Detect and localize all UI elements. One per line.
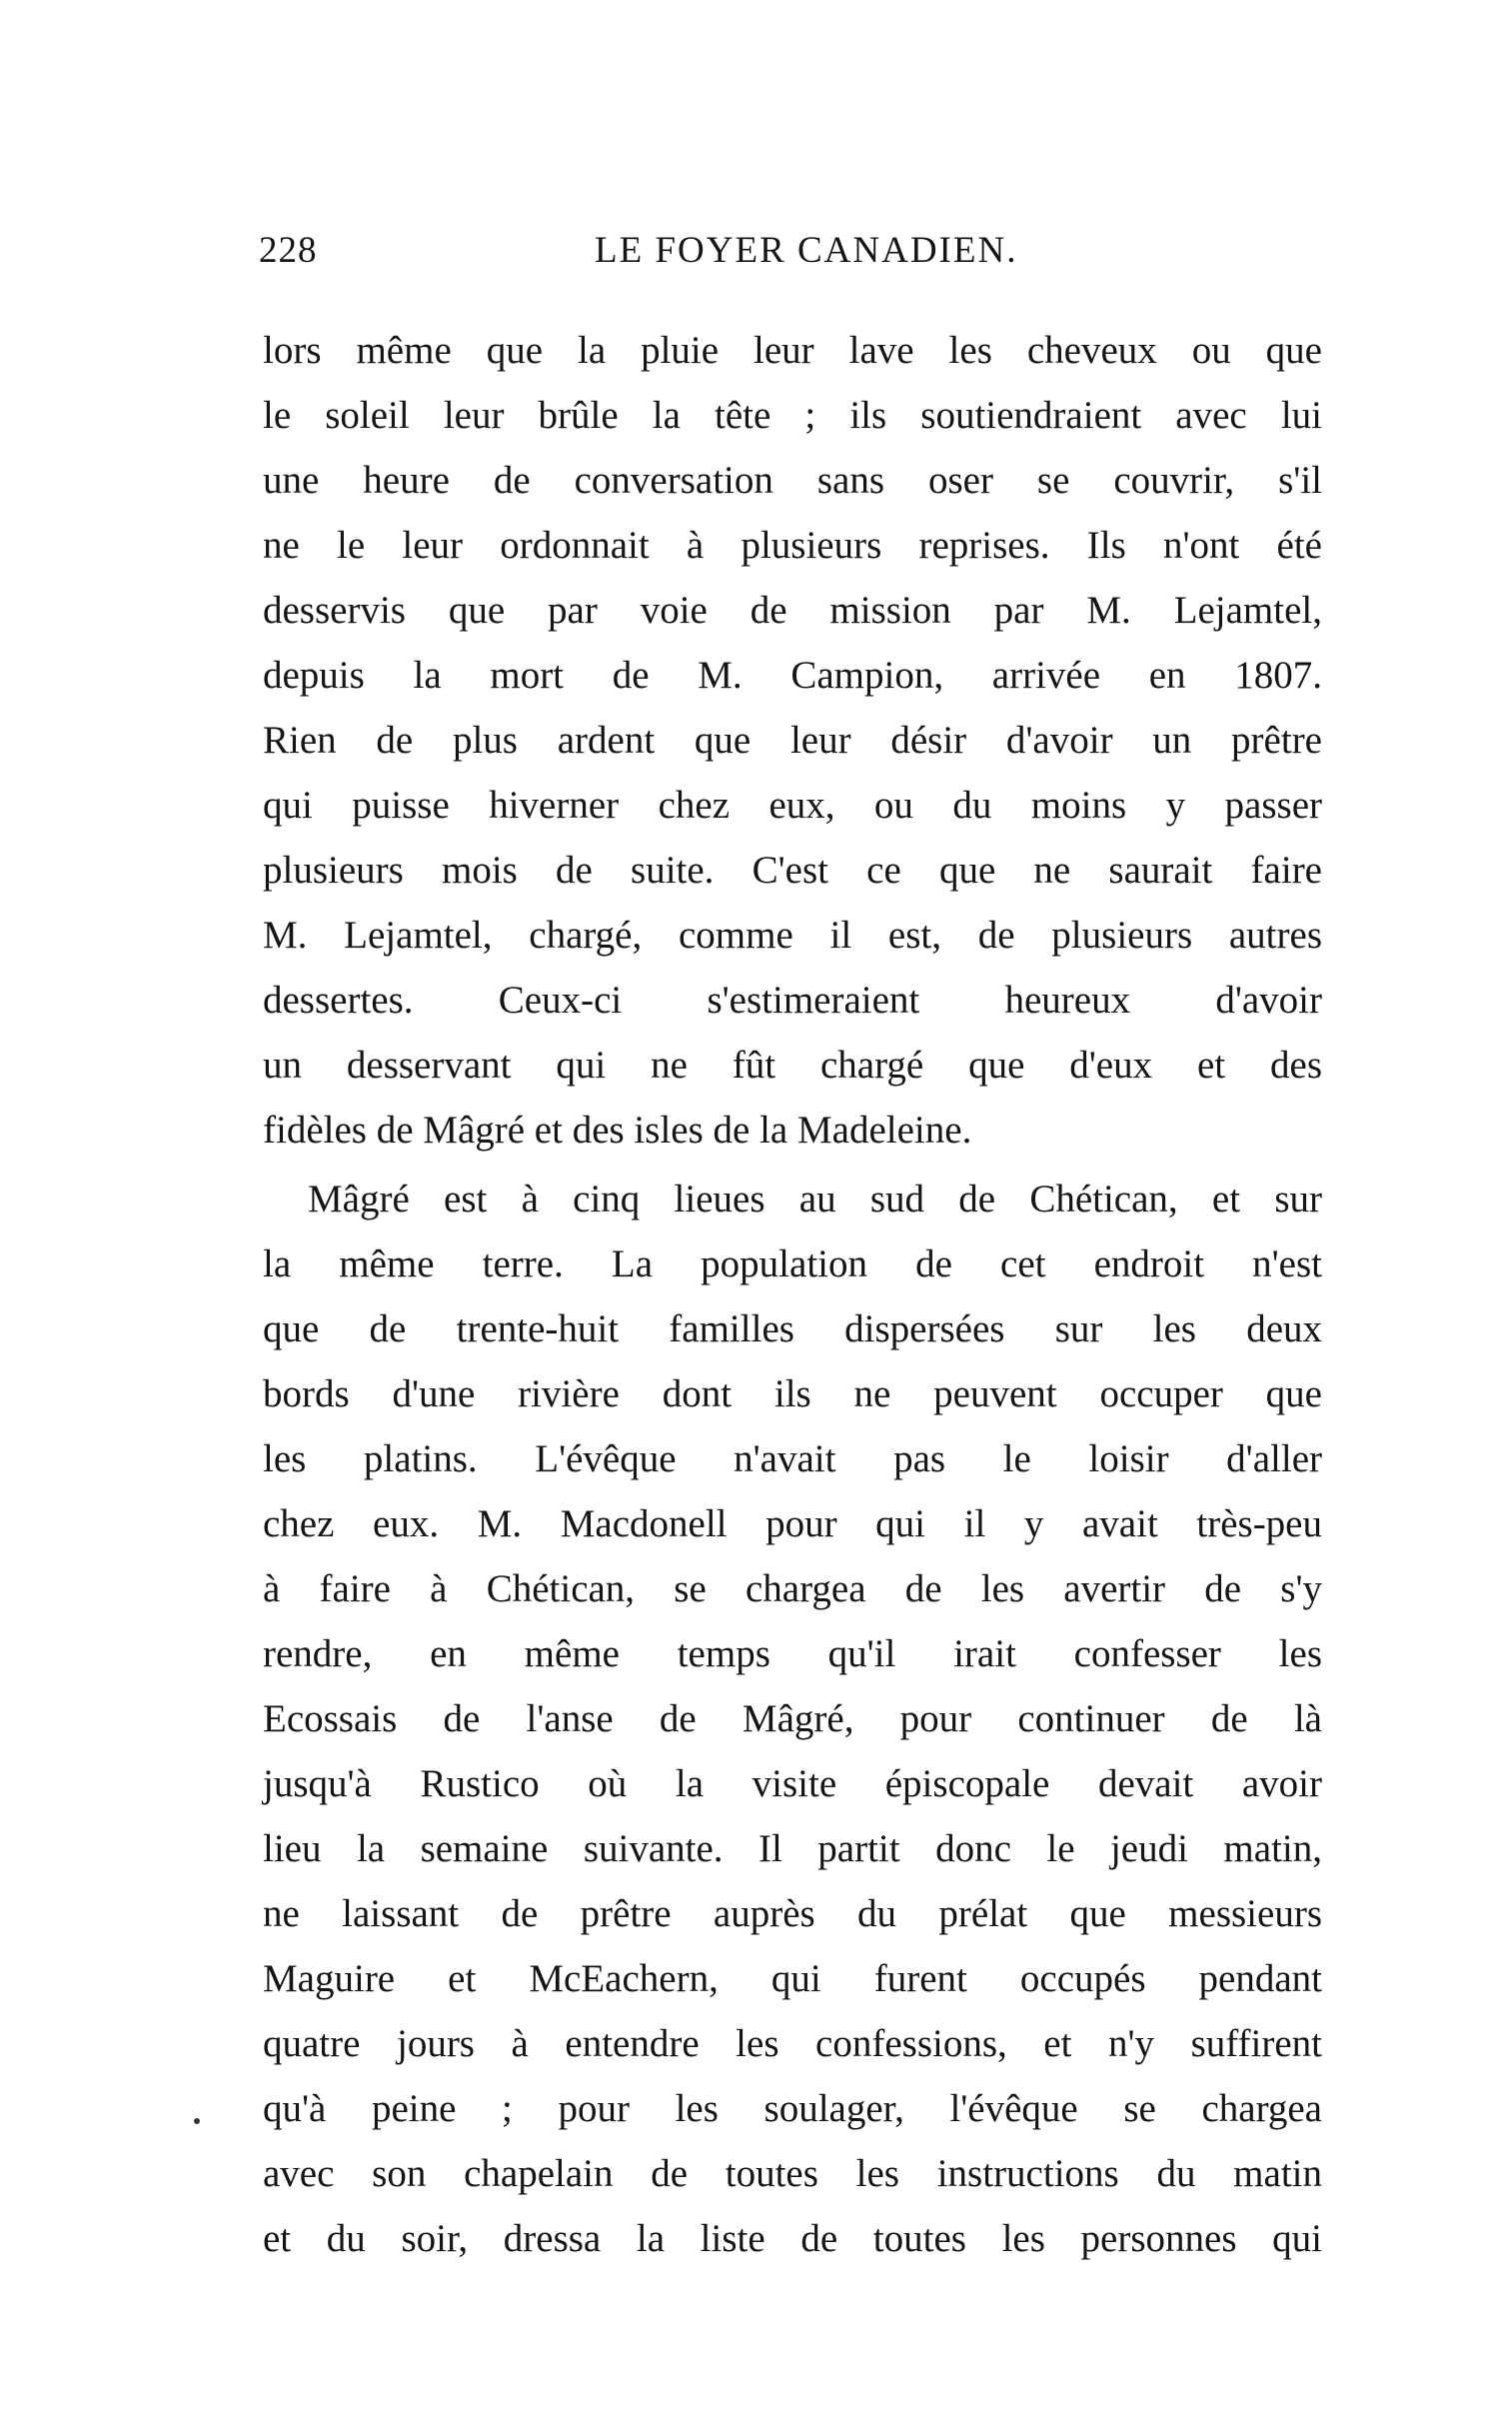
- body-text: [263, 318, 1322, 2271]
- text-line: dessertes. Ceux-ci s'estimeraient heureux d'avoir: [263, 979, 1322, 1022]
- text-line: desservis que par voie de mission par M. Lejamtel,: [263, 589, 1322, 632]
- text-line: Ecossais de l'anse de Mâgré, pour continuer de là: [263, 1697, 1322, 1740]
- text-line: le soleil leur brûle la tête ; ils soutiendraient avec lui: [263, 394, 1322, 437]
- text-line: fidèles de Mâgré et des isles de la Madeleine.: [263, 1109, 972, 1152]
- ink-speck: [194, 2118, 200, 2124]
- text-line: chez eux. M. Macdonell pour qui il y avait très-peu: [263, 1502, 1322, 1545]
- text-line: à faire à Chétican, se chargea de les avertir de s'y: [263, 1567, 1322, 1610]
- paragraph: [263, 1167, 1322, 2271]
- text-line: ne le leur ordonnait à plusieurs reprises. Ils n'ont été: [263, 524, 1322, 567]
- text-line: lors même que la pluie leur lave les cheveux ou que: [263, 329, 1322, 372]
- text-line: les platins. L'évêque n'avait pas le loisir d'aller: [263, 1437, 1322, 1480]
- text-line: depuis la mort de M. Campion, arrivée en 1807.: [263, 654, 1322, 697]
- text-line: quatre jours à entendre les confessions, et n'y suffirent: [263, 2022, 1322, 2065]
- running-head: [259, 226, 1318, 276]
- text-line: avec son chapelain de toutes les instructions du matin: [263, 2152, 1322, 2195]
- text-line: Mâgré est à cinq lieues au sud de Chétican, et sur: [308, 1178, 1322, 1220]
- text-line: M. Lejamtel, chargé, comme il est, de plusieurs autres: [263, 914, 1322, 957]
- running-title: LE FOYER CANADIEN.: [595, 230, 1018, 271]
- text-line: ne laissant de prêtre auprès du prélat que messieurs: [263, 1892, 1322, 1935]
- text-line: une heure de conversation sans oser se couvrir, s'il: [263, 459, 1322, 502]
- text-line: qui puisse hiverner chez eux, ou du moins y passer: [263, 784, 1322, 827]
- text-line: qu'à peine ; pour les soulager, l'évêque se chargea: [263, 2087, 1322, 2130]
- paragraph: [263, 318, 1322, 1163]
- text-line: Rien de plus ardent que leur désir d'avoir un prêtre: [263, 719, 1322, 762]
- text-line: et du soir, dressa la liste de toutes les personnes qui: [263, 2217, 1322, 2260]
- text-line: bords d'une rivière dont ils ne peuvent occuper que: [263, 1372, 1322, 1415]
- page-number: 228: [259, 230, 318, 271]
- text-line: rendre, en même temps qu'il irait confesser les: [263, 1632, 1322, 1675]
- text-line: jusqu'à Rustico où la visite épiscopale devait avoir: [263, 1762, 1322, 1805]
- text-line: Maguire et McEachern, qui furent occupés pendant: [263, 1957, 1322, 2000]
- text-line: plusieurs mois de suite. C'est ce que ne saurait faire: [263, 849, 1322, 892]
- text-line: lieu la semaine suivante. Il partit donc le jeudi matin,: [263, 1827, 1322, 1870]
- text-line: que de trente-huit familles dispersées sur les deux: [263, 1307, 1322, 1350]
- text-line: un desservant qui ne fût chargé que d'eux et des: [263, 1044, 1322, 1087]
- text-line: la même terre. La population de cet endroit n'est: [263, 1242, 1322, 1285]
